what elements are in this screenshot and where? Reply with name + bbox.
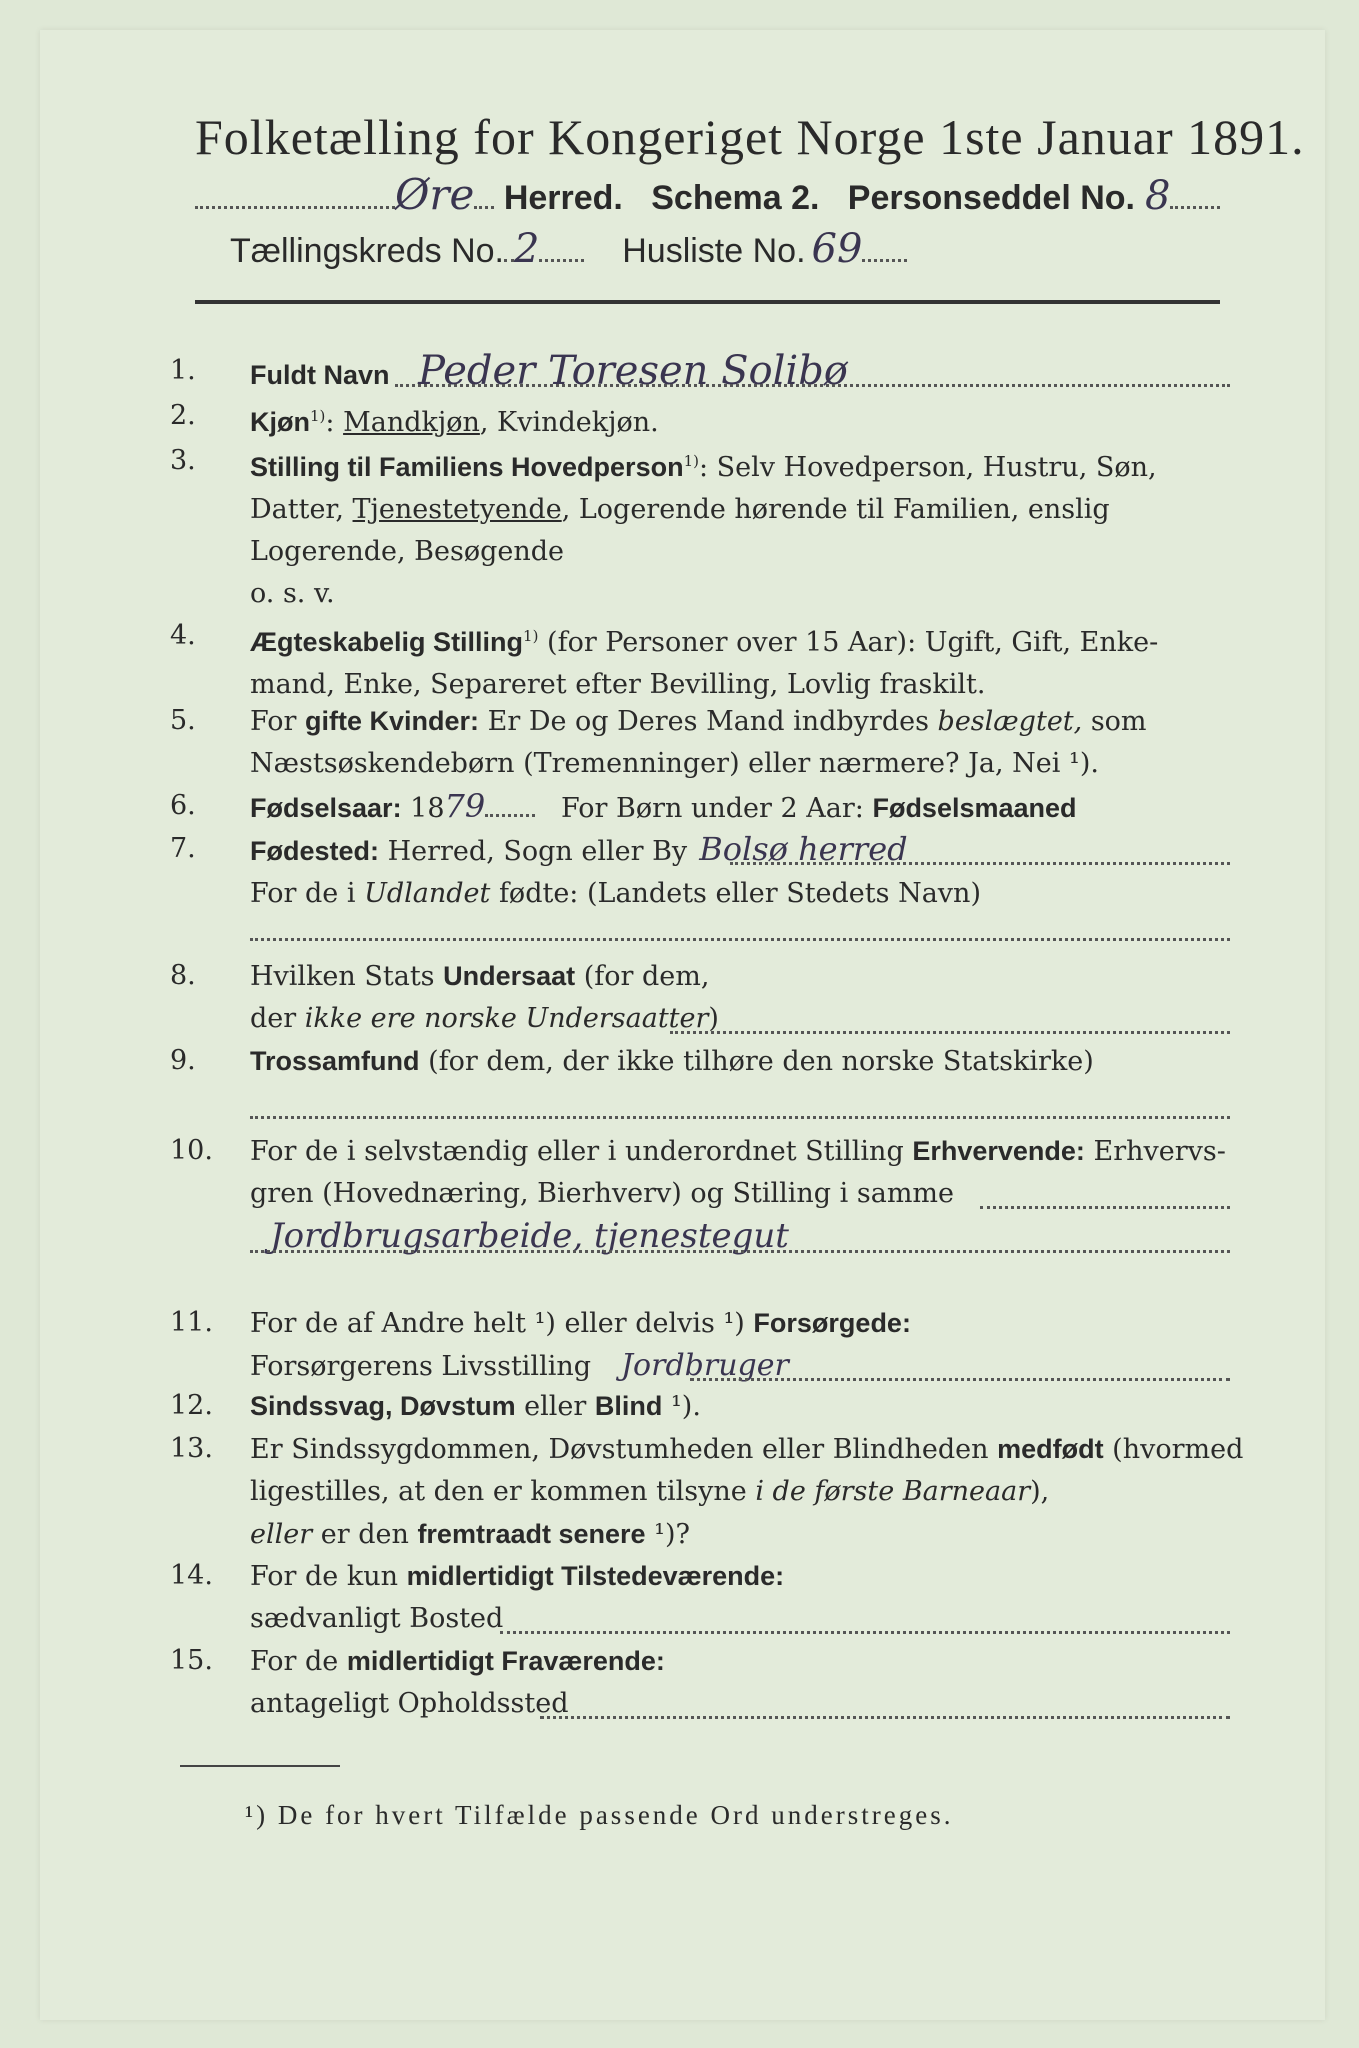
q6-text-b: For Børn under 2 Aar: (560, 793, 864, 824)
q7-udlandet: Udlandet (364, 878, 491, 909)
q3-footnote-ref: 1) (683, 452, 699, 470)
q3-label: Stilling til Familiens Hovedperson (250, 452, 684, 482)
q5-text-b: Er De og Deres Mand indbyrdes (479, 706, 938, 737)
q10-text-b: Erhvervs- (1084, 1136, 1226, 1167)
personseddel-label: Personseddel No. (847, 179, 1135, 217)
q8-text-b: (for dem, (575, 961, 710, 992)
q12-text-b: ¹). (662, 1391, 701, 1422)
header-herred-line (195, 170, 1220, 219)
q8-line2b: ) (708, 1003, 719, 1034)
q13-text-a: Er Sindssygdommen, Døvstumheden eller Blindheden (250, 1434, 998, 1465)
q8-line2a: der (250, 1003, 305, 1034)
provider-occupation-value: Jordbruger (621, 1348, 789, 1383)
q1-number: 1. (170, 355, 196, 386)
q11-number: 11. (170, 1307, 213, 1338)
q10-text-a: For de i selvstændig eller i underordnet Stilling (250, 1136, 913, 1167)
q3-number: 3. (170, 445, 196, 476)
q3-line2b: , Logerende hørende til Familien, enslig (561, 494, 1110, 525)
q10-number: 10. (170, 1135, 213, 1166)
q3-line3: Logerende, Besøgende (250, 536, 564, 567)
q9-number: 9. (170, 1045, 196, 1076)
q6-label: Fødselsaar: (250, 793, 402, 823)
birth-year-value: 79 (444, 787, 486, 825)
q5-text-c: som (1082, 706, 1147, 737)
q5-line2: Næstsøskendebørn (Tremenninger) eller nærmere? Ja, Nei ¹). (250, 748, 1099, 779)
kreds-label: Tællingskreds No. (230, 232, 504, 270)
q9-dotted-line (250, 1116, 1230, 1119)
q2-text-b: , Kvindekjøn. (479, 407, 659, 438)
q13-line2b: ), (1030, 1476, 1050, 1507)
q11-dotted-line (690, 1378, 1230, 1381)
q8-line2-italic: ikke ere norske Undersaatter (304, 1003, 709, 1034)
q3-line2a: Datter, (250, 494, 353, 525)
q5-text-a: For (250, 706, 306, 737)
q10-dotted-line-2 (250, 1250, 1230, 1253)
q7-line2a: For de i (250, 878, 365, 909)
q5-beslaegtet: beslægtet, (937, 706, 1083, 737)
q13-label: medfødt (997, 1434, 1104, 1464)
full-name-value: Peder Toresen Solibø (418, 348, 848, 394)
q10-dotted-line (980, 1206, 1230, 1209)
q4-line1: (for Personer over 15 Aar): Ugift, Gift, Enke- (538, 627, 1159, 658)
kreds-value: 2 (513, 226, 540, 272)
q1-dotted-line (395, 384, 1230, 387)
q12-text-a: eller (515, 1391, 595, 1422)
q4-label: Ægteskabelig Stilling (250, 627, 524, 657)
q4-footnote-ref: 1) (523, 627, 539, 645)
q3-option-tjenestetyende: Tjenestetyende (352, 494, 562, 525)
q8-dotted-line (670, 1031, 1230, 1034)
q7-dotted-line-2 (250, 938, 1230, 941)
q2-option-mandkjon: Mandkjøn (343, 407, 480, 438)
form-title: Folketælling for Kongeriget Norge 1ste Januar 1891. (195, 109, 1305, 165)
q3-line1: : Selv Hovedperson, Hustru, Søn, (698, 452, 1157, 483)
q11-label: Forsørgede: (753, 1308, 911, 1338)
q14-text-a: For de kun (250, 1561, 407, 1592)
q11-text-a: For de af Andre helt ¹) eller delvis ¹) (250, 1308, 754, 1339)
q9-text: (for dem, der ikke tilhøre den norske Statskirke) (419, 1046, 1094, 1077)
q9-label: Trossamfund (250, 1046, 420, 1076)
q6-prefix: 18 (410, 793, 445, 824)
q7-text-a: Herred, Sogn eller By (379, 836, 688, 867)
q14-label: midlertidigt Tilstedeværende: (406, 1561, 785, 1591)
q7-number: 7. (170, 833, 196, 864)
q13-line3c: ¹)? (645, 1519, 690, 1550)
q13-line2-italic: i de første Barneaar (755, 1476, 1031, 1507)
herred-value: Øre (395, 170, 475, 219)
q15-dotted-line (540, 1716, 1230, 1719)
q7-dotted-line (730, 862, 1230, 865)
header-kreds-line (230, 226, 907, 272)
q15-label: midlertidigt Fraværende: (346, 1646, 665, 1676)
q14-line2: sædvanligt Bosted (250, 1603, 504, 1634)
q4-number: 4. (170, 620, 196, 651)
q3-line4: o. s. v. (250, 578, 335, 609)
q1-label: Fuldt Navn (250, 360, 390, 390)
q8-text-a: Hvilken Stats (250, 961, 444, 992)
q12-label-2: Blind (594, 1391, 663, 1421)
birthplace-value: Bolsø herred (699, 830, 908, 868)
q7-label: Fødested: (250, 836, 380, 866)
question-1 (170, 350, 1230, 400)
q5-number: 5. (170, 705, 196, 736)
q6-number: 6. (170, 790, 196, 821)
q13-label-2: fremtraadt senere (417, 1519, 646, 1549)
q15-number: 15. (170, 1645, 213, 1676)
herred-label: Herred. (503, 179, 623, 217)
q13-text-b: (hvormed (1103, 1434, 1244, 1465)
personseddel-value: 8 (1145, 173, 1171, 219)
q5-label: gifte Kvinder: (305, 706, 480, 736)
q2-label: Kjøn (250, 407, 310, 437)
q2-number: 2. (170, 400, 196, 431)
q13-line2a: ligestilles, at den er kommen tilsyne (250, 1476, 756, 1507)
q11-line2: Forsørgerens Livsstilling (250, 1351, 592, 1382)
header-rule (195, 300, 1220, 304)
q6-label-2: Fødselsmaaned (872, 793, 1077, 823)
schema-label: Schema 2. (651, 179, 820, 217)
q2-text-a: : (325, 407, 344, 438)
q8-number: 8. (170, 960, 196, 991)
q12-number: 12. (170, 1390, 213, 1421)
q4-line2: mand, Enke, Separeret efter Bevilling, Lovlig fraskilt. (250, 669, 986, 700)
q10-line2: gren (Hovednæring, Bierhverv) og Stilling i samme (250, 1178, 955, 1209)
q14-dotted-line (500, 1631, 1230, 1634)
q14-number: 14. (170, 1560, 213, 1591)
footnote-rule (180, 1765, 340, 1767)
husliste-label: Husliste No. (622, 232, 806, 270)
husliste-value: 69 (811, 226, 863, 272)
q7-line2b: fødte: (Landets eller Stedets Navn) (490, 878, 981, 909)
footnote: ¹) De for hvert Tilfælde passende Ord understreges. (245, 1800, 954, 1830)
q2-footnote-ref: 1) (310, 407, 326, 425)
q15-text-a: For de (250, 1646, 347, 1677)
q15-line2: antageligt Opholdssted (250, 1688, 569, 1719)
q13-line3a: er den (312, 1519, 418, 1550)
q8-label: Undersaat (443, 961, 576, 991)
q13-number: 13. (170, 1433, 213, 1464)
occupation-value: Jordbrugsarbeide, tjenestegut (270, 1216, 789, 1256)
q13-line3-italic: eller (250, 1519, 313, 1550)
q12-label: Sindssvag, Døvstum (250, 1391, 516, 1421)
q10-label: Erhvervende: (912, 1136, 1085, 1166)
